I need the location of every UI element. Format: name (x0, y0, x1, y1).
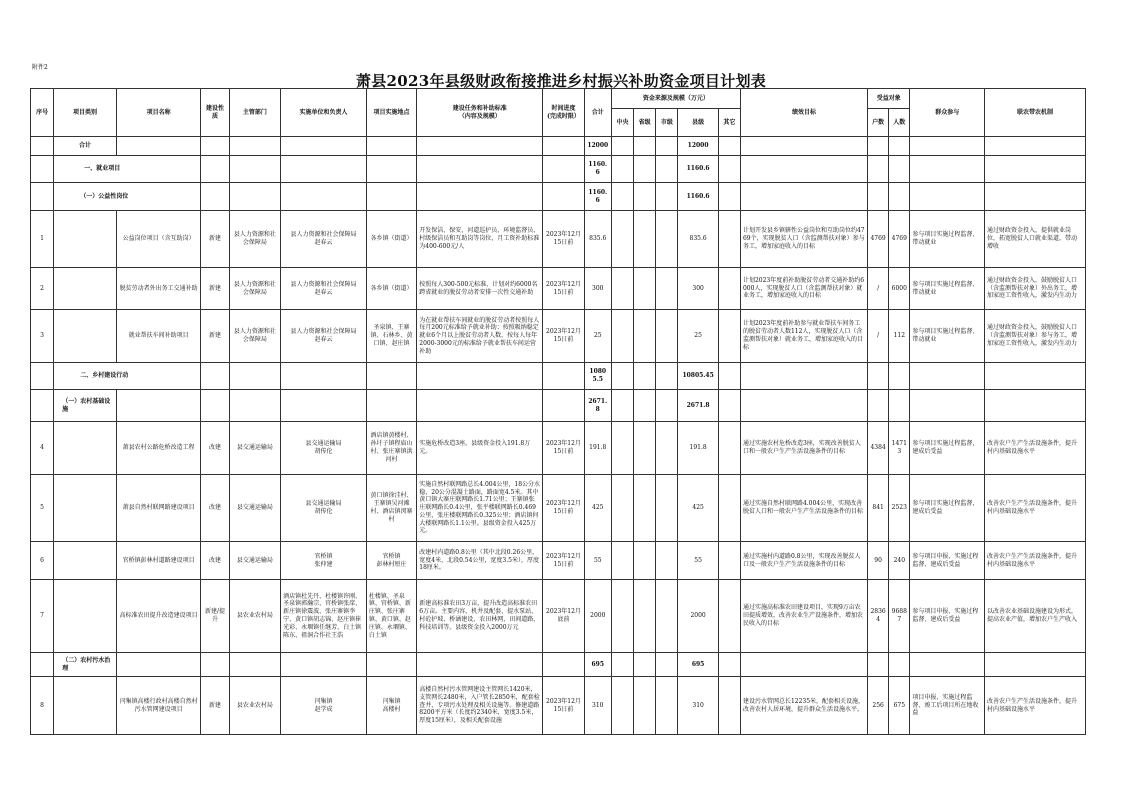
summary-label: （二）农村污水治理 (54, 653, 117, 677)
summary-total: 2671.8 (584, 390, 611, 422)
header-category: 项目类别 (54, 89, 117, 137)
header-participation: 群众参与 (910, 89, 985, 137)
row-seq: 3 (31, 310, 54, 363)
row-county: 310 (678, 677, 718, 735)
table-row (31, 422, 1086, 475)
row-mechanism: 通过财政资金投入，鼓励脱贫人口（含监测帮扶对象）外出务工，增加家庭工资性收入，激发内生动力 (985, 268, 1086, 310)
summary-row-sewage (31, 653, 1086, 677)
row-nature: 改建 (201, 422, 229, 475)
header-dept: 主管部门 (229, 89, 280, 137)
row-people: 675 (889, 677, 910, 735)
table-row (31, 310, 1086, 363)
row-households: 256 (868, 677, 889, 735)
row-participation: 项目申报、实施过程监督、竣工后项目所在地收益 (910, 677, 985, 735)
summary-label: 一、就业项目 (54, 156, 201, 183)
row-unit: 县人力资源和社会保障局 赵春云 (281, 211, 367, 268)
row-location: 各乡镇（街道） (366, 268, 416, 310)
header-nature: 建设性质 (201, 89, 229, 137)
header-other: 其它 (718, 109, 740, 137)
header-total: 合计 (584, 89, 611, 137)
header-province: 省级 (634, 109, 656, 137)
summary-total: 12000 (584, 137, 611, 156)
row-county: 191.8 (678, 422, 718, 475)
row-name: 闫集镇高楼行政村高楼自然村污水管网建设项目 (116, 677, 201, 735)
row-participation: 参与项目申报、实施过程监督、建成后受益 (910, 542, 985, 580)
row-unit: 县交通运输局 胡传伦 (281, 475, 367, 542)
row-people: 2523 (889, 475, 910, 542)
row-unit: 官桥镇 张仲建 (281, 542, 367, 580)
row-progress: 2023年12月15日前 (543, 422, 584, 475)
summary-county: 10805.45 (678, 363, 718, 390)
row-progress: 2023年12月15日前 (543, 310, 584, 363)
row-content: 实施自然村联网路总长4.004公里，18公分水稳，20公分混凝土路面，路面宽4.5米。其中黄口镇大寨庄联网路长1.71公里；王寨镇张庄联网路长0.4公里，张平楼联网路长0.469公里，张庄楼联网路长0.325公里；酒店镇何大楼联网路长1.1公里。县级资金投入425万元。 (417, 475, 543, 542)
header-central: 中央 (611, 109, 633, 137)
row-people: 4769 (889, 211, 910, 268)
row-progress: 2023年12月15日前 (543, 211, 584, 268)
row-dept: 县农业农村局 (229, 580, 280, 653)
row-mechanism: 以改善农业基础设施建设为形式，提高农业产值，增加农户生产收入 (985, 580, 1086, 653)
row-location: 黄口镇徐洼村、王寨镇吴河滩村、酒店镇闵寨村 (366, 475, 416, 542)
row-content: 按照每人300-500元标准，计划对约6000名跨省就业的脱贫劳动者安排一次性交通补助 (417, 268, 543, 310)
row-total: 300 (584, 268, 611, 310)
summary-county: 1160.6 (678, 156, 718, 183)
header-city: 市级 (656, 109, 678, 137)
row-mechanism: 通过财政资金投入，提供就业岗位，拓宽脱贫人口就业渠道，带动增收 (985, 211, 1086, 268)
row-dept: 县人力资源和社会保障局 (229, 268, 280, 310)
row-total: 835.6 (584, 211, 611, 268)
summary-total: 695 (584, 653, 611, 677)
summary-label: （一）农村基础设施 (54, 390, 117, 422)
row-goal: 计划2023年度前补助参与就业帮扶车间务工的脱贫劳动者人数112人，实现脱贫人口（含监测帮扶对象）就业务工，增加家庭收入的目标 (740, 310, 867, 363)
row-participation: 参与项目实施过程监督，建成后受益 (910, 475, 985, 542)
project-plan-table (30, 88, 1086, 735)
row-total: 25 (584, 310, 611, 363)
header-fund-group: 资金来源及规模（万元） (611, 89, 740, 109)
row-goal: 通过实施农村危桥改造3座，实现改善脱贫人口和一般农户生产生活设施条件的目标 (740, 422, 867, 475)
header-beneficiary: 受益对象 (868, 89, 910, 109)
row-people: 240 (889, 542, 910, 580)
row-progress: 2023年12月15日前 (543, 677, 584, 735)
row-households: 4769 (868, 211, 889, 268)
row-unit: 县人力资源和社会保障局 赵春云 (281, 310, 367, 363)
summary-label: 合计 (54, 137, 117, 156)
row-name: 官桥镇彭林村道路建设项目 (116, 542, 201, 580)
header-mechanism: 联农带农机制 (985, 89, 1086, 137)
row-dept: 县交通运输局 (229, 542, 280, 580)
row-nature: 新建 (201, 211, 229, 268)
row-dept: 县交通运输局 (229, 475, 280, 542)
row-participation: 参与项目实施过程监督、带动就业 (910, 268, 985, 310)
row-progress: 2023年12月15日前 (543, 475, 584, 542)
row-total: 310 (584, 677, 611, 735)
row-households: 28364 (868, 580, 889, 653)
header-goal: 绩效目标 (740, 89, 867, 137)
row-name: 萧县农村公路危桥改造工程 (116, 422, 201, 475)
row-households: 90 (868, 542, 889, 580)
row-county: 835.6 (678, 211, 718, 268)
row-total: 191.8 (584, 422, 611, 475)
row-dept: 县交通运输局 (229, 422, 280, 475)
row-location: 官桥镇 彭林村厘庄 (366, 542, 416, 580)
row-mechanism: 改善农户生产生活设施条件，提升村内基础设施水平 (985, 542, 1086, 580)
row-goal: 计划2023年度前补助脱贫劳动者交通补助约6000人，实现脱贫人口（含监测帮扶对象）就业务工，增加家庭收入的目标 (740, 268, 867, 310)
row-seq: 8 (31, 677, 54, 735)
table-row (31, 542, 1086, 580)
row-name: 萧县自然村联网路建设项目 (116, 475, 201, 542)
summary-county: 12000 (678, 137, 718, 156)
row-nature: 新建 (201, 310, 229, 363)
row-dept: 县人力资源和社会保障局 (229, 310, 280, 363)
summary-row-public-posts (31, 183, 1086, 211)
row-county: 2000 (678, 580, 718, 653)
row-total: 55 (584, 542, 611, 580)
row-location: 闫集镇 高楼村 (366, 677, 416, 735)
summary-county: 1160.6 (678, 183, 718, 211)
row-location: 圣泉镇、王寨镇、石林乡、黄口镇、赵庄镇 (366, 310, 416, 363)
row-unit: 酒店镇杜先丹、杜楼镇许刚、圣泉镇郭瀚宗、官桥镇张庠、新庄镇徐震波、张庄寨镇李宁、黄口镇胡志锦、赵庄镇崔光彩、永堌镇任继芳、白土镇陈东、祖洞合作社王浩 (281, 580, 367, 653)
summary-row-total (31, 137, 1086, 156)
row-people: 96887 (889, 580, 910, 653)
header-content: 建设任务和补助标准 （内容及规模） (417, 89, 543, 137)
row-dept: 县人力资源和社会保障局 (229, 211, 280, 268)
row-county: 425 (678, 475, 718, 542)
row-unit: 闫集镇 赵学成 (281, 677, 367, 735)
table-row (31, 580, 1086, 653)
row-participation: 参与项目实施过程监督、带动就业 (910, 310, 985, 363)
row-total: 425 (584, 475, 611, 542)
row-nature: 改建 (201, 475, 229, 542)
row-nature: 新建/提升 (201, 580, 229, 653)
row-people: 14713 (889, 422, 910, 475)
row-county: 55 (678, 542, 718, 580)
row-content: 开发保洁、保安、河道巡护员、环境监督员、村级保洁员和互助岗等岗位，月工资补助标准为400-600元/人 (417, 211, 543, 268)
row-goal: 建设污水管网总长12235米，配套相关设施，改善农村人居环境，提升群众生活设施水平。 (740, 677, 867, 735)
summary-total: 10805.5 (584, 363, 611, 390)
summary-row-employment (31, 156, 1086, 183)
table-row (31, 677, 1086, 735)
row-seq: 7 (31, 580, 54, 653)
row-households: / (868, 268, 889, 310)
summary-county: 2671.8 (678, 390, 718, 422)
table-row (31, 211, 1086, 268)
row-participation: 参与项目申报、实施过程监督、建成后受益 (910, 580, 985, 653)
row-content: 新建高标准农田3万亩，提升改造高标准农田6万亩。主要内容，机井及配套、提水泵站、村砼护坡、桥涵建设、农田林网、田间道路、科技培训等。县级资金投入2000万元 (417, 580, 543, 653)
annex-label: 附件2 (32, 64, 48, 71)
row-people: 112 (889, 310, 910, 363)
row-location: 杜楼镇、圣泉镇、官桥镇、新庄镇、张庄寨镇、黄口镇、赵庄镇、永堌镇、白土镇 (366, 580, 416, 653)
row-dept: 县农业农村局 (229, 677, 280, 735)
summary-total: 1160.6 (584, 156, 611, 183)
row-seq: 6 (31, 542, 54, 580)
summary-row-rural (31, 363, 1086, 390)
row-people: 6000 (889, 268, 910, 310)
row-name: 就业帮扶车间补助项目 (116, 310, 201, 363)
row-county: 25 (678, 310, 718, 363)
row-goal: 通过实施村内道路0.8公里，实现改善脱贫人口及一般农户生产生活设施条件的目标 (740, 542, 867, 580)
row-progress: 2023年12月15日前 (543, 542, 584, 580)
row-content: 为在就业帮扶车间就业的脱贫劳动者按照每人每月200元标准给予就业补助；按照吸纳稳定就业6个月以上脱贫劳动者人数，按每人每年2000-3000元的标准给予就业帮扶车间运营补助 (417, 310, 543, 363)
row-mechanism: 改善农户生产生活设施条件，提升村内基础设施水平 (985, 677, 1086, 735)
row-seq: 2 (31, 268, 54, 310)
header-households: 户数 (868, 109, 889, 137)
row-location: 各乡镇（街道） (366, 211, 416, 268)
row-name: 高标准农田提升改造建设项目 (116, 580, 201, 653)
row-mechanism: 通过财政资金投入，鼓励脱贫人口（含监测帮扶对象）参与务工，增加家庭工资性收入，激发内生动力 (985, 310, 1086, 363)
summary-row-infra (31, 390, 1086, 422)
summary-label: 二、乡村建设行动 (54, 363, 201, 390)
table-row (31, 475, 1086, 542)
row-goal: 计划开发县乡镇辖性公益岗位和互助岗位约4769个，实现脱贫人口（含监测帮扶对象）参与务工，增加家庭收入的目标 (740, 211, 867, 268)
row-name: 脱贫劳动者外出务工交通补助 (116, 268, 201, 310)
row-content: 高楼自然村污水管网建设主管网长1420米，支管网长2480米，入户管长2850米，配套检查井，专项污水处理及相关设施等。修建道路8200平方米（长度约2340米，宽度3.5米，厚度15厘米），及相关配套设施 (417, 677, 543, 735)
row-seq: 1 (31, 211, 54, 268)
header-name: 项目名称 (116, 89, 201, 137)
row-households: 4384 (868, 422, 889, 475)
summary-total: 1160.6 (584, 183, 611, 211)
row-content: 改建村内道路0.8公里（其中北段0.26公里，宽度4米，北段0.54公里，宽度3.5米），厚度18厘米。 (417, 542, 543, 580)
header-progress: 时间进度 (完成时限） (543, 89, 584, 137)
row-goal: 通过实施高标准农田建设项目，实现9万亩农田提质增效，改善农业生产设施条件，增加农民收入的目标 (740, 580, 867, 653)
header-seq: 序号 (31, 89, 54, 137)
row-county: 300 (678, 268, 718, 310)
row-households: / (868, 310, 889, 363)
row-participation: 参与项目实施过程监督、带动就业 (910, 211, 985, 268)
row-seq: 4 (31, 422, 54, 475)
row-progress: 2023年12月15日前 (543, 268, 584, 310)
header-location: 项目实施地点 (366, 89, 416, 137)
page-title: 萧县2023年县级财政衔接推进乡村振兴补助资金项目计划表 (355, 72, 767, 90)
row-mechanism: 改善农户生产生活设施条件，提升村内基础设施水平 (985, 475, 1086, 542)
row-unit: 县人力资源和社会保障局 赵春云 (281, 268, 367, 310)
row-participation: 参与项目实施过程监督，建成后受益 (910, 422, 985, 475)
row-unit: 县交通运输局 胡传伦 (281, 422, 367, 475)
row-nature: 改建 (201, 542, 229, 580)
summary-county: 695 (678, 653, 718, 677)
row-name: 公益岗位项目（含互助岗） (116, 211, 201, 268)
row-content: 实施危桥改造3座。县级资金投入191.8万元。 (417, 422, 543, 475)
row-mechanism: 改善农户生产生活设施条件，提升村内基础设施水平 (985, 422, 1086, 475)
header-people: 人数 (889, 109, 910, 137)
row-households: 841 (868, 475, 889, 542)
row-goal: 通过实施自然村联网路4.004公里，实现改善脱贫人口和一般农户生产生活设施条件的目标 (740, 475, 867, 542)
header-unit: 实施单位和负责人 (281, 89, 367, 137)
header-county: 县级 (678, 109, 718, 137)
row-total: 2000 (584, 580, 611, 653)
table-row (31, 268, 1086, 310)
row-seq: 5 (31, 475, 54, 542)
row-nature: 新建 (201, 268, 229, 310)
row-location: 酒店镇黄楼村、孙圩子镇程庙山村、张庄寨镇洪河村 (366, 422, 416, 475)
summary-label: （一）公益性岗位 (54, 183, 201, 211)
row-nature: 新建 (201, 677, 229, 735)
row-progress: 2023年12月底前 (543, 580, 584, 653)
